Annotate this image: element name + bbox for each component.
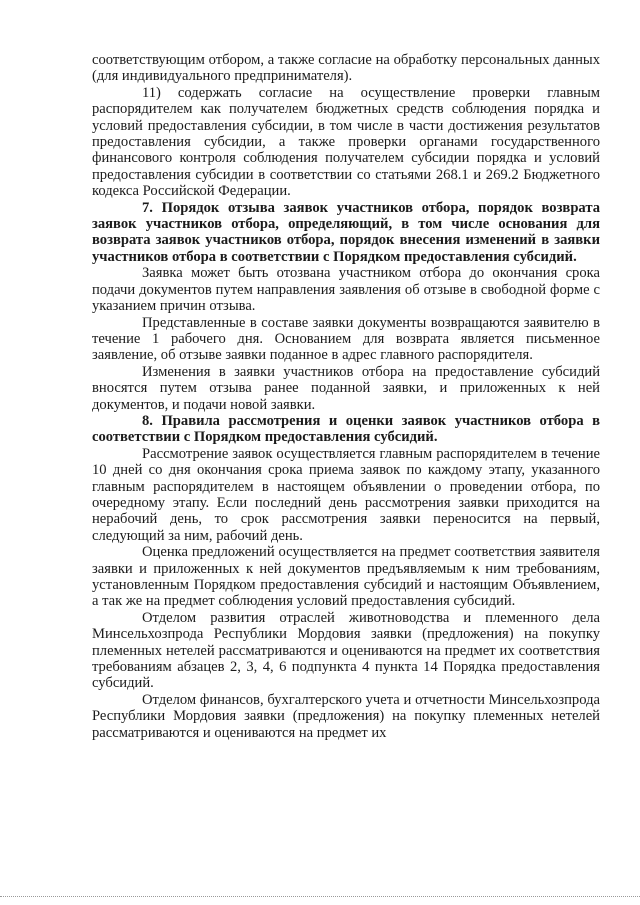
paragraph-finance-department: Отделом финансов, бухгалтерского учета и отчетности Минсельхозпрода Республики Мордовия заявки (предложения) на покупку племенных нетелей рассматриваются и оцениваются на предмет их — [92, 691, 600, 741]
paragraph-documents-return: Представленные в составе заявки документы возвращаются заявителю в течение 1 рабочего дня. Основанием для возврата является письменное заявление, об отзыве заявки поданное в адрес главного распорядителя. — [92, 314, 600, 364]
page-bottom-divider — [0, 896, 640, 897]
paragraph-consent-personal-data: соответствующим отбором, а также согласие на обработку персональных данных (для индивидуального предпринимателя). — [92, 52, 600, 85]
section-heading-8-review-rules: 8. Правила рассмотрения и оценки заявок участников отбора в соответствии с Порядком предоставления субсидий. — [92, 412, 600, 446]
document-page — [92, 52, 600, 741]
paragraph-livestock-department: Отделом развития отраслей животноводства и племенного дела Минсельхозпрода Республики Мордовия заявки (предложения) на покупку племенных нетелей рассматриваются и оцениваются на предмет их соответствия требованиям абзацев 2, 3, 4, 6 подпункта 4 пункта 14 Порядка предоставления субсидий. — [92, 609, 600, 692]
paragraph-changes-to-applications: Изменения в заявки участников отбора на предоставление субсидий вносятся путем отзыва ранее поданной заявки, и приложенных к ней документов, и подачи новой заявки. — [92, 363, 600, 413]
section-heading-7-withdrawal: 7. Порядок отзыва заявок участников отбора, порядок возврата заявок участников отбора, определяющий, в том числе основания для возврата заявок участников отбора, порядок внесения изменений в заявки участников отбора в соответствии с Порядком предоставления субсидий. — [92, 199, 600, 265]
paragraph-item-11-consent-inspection: 11) содержать согласие на осуществление проверки главным распорядителем как получателем бюджетных средств соблюдения порядка и условий предоставления субсидии, в том числе в части достижения результатов предоставления субсидии, а также проверки органами государственного финансового контроля соблюдения получателем субсидии порядка и условий предоставления субсидии в соответствии со статьями 268.1 и 269.2 Бюджетного кодекса Российской Федерации. — [92, 84, 600, 200]
paragraph-review-period: Рассмотрение заявок осуществляется главным распорядителем в течение 10 дней со дня окончания срока приема заявок по каждому этапу, указанного главным распорядителем в настоящем объявлении о проведении отбора, по очередному этапу. Если последний день рассмотрения заявки приходится на нерабочий день, то срок рассмотрения заявки переносится на первый, следующий за ним, рабочий день. — [92, 445, 600, 544]
paragraph-withdrawal-application: Заявка может быть отозвана участником отбора до окончания срока подачи документов путем направления заявления об отзыве в свободной форме с указанием причин отзыва. — [92, 265, 600, 315]
paragraph-evaluation-criteria: Оценка предложений осуществляется на предмет соответствия заявителя заявки и приложенных к ней документов предъявляемым к ним требованиям, установленным Порядком предоставления субсидий и настоящим Объявлением, а так же на предмет соблюдения условий предоставления субсидий. — [92, 544, 600, 610]
